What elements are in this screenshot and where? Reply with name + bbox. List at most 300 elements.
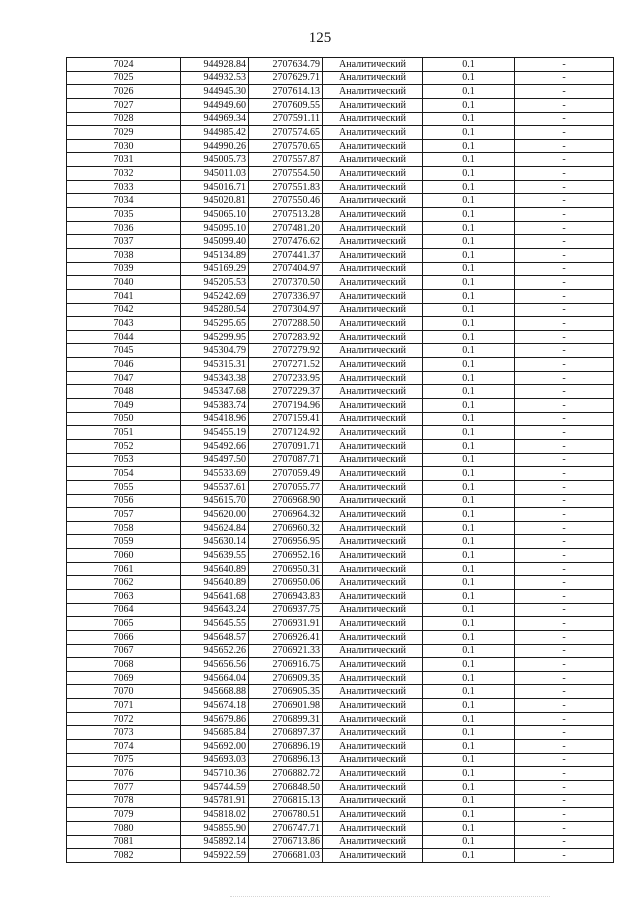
- accuracy-cell: 0.1: [423, 753, 515, 767]
- y-coordinate-cell: 2707476.62: [249, 235, 323, 249]
- accuracy-cell: 0.1: [423, 262, 515, 276]
- table-row: [67, 371, 614, 385]
- point-number-cell: 7066: [67, 630, 181, 644]
- y-coordinate-cell: 2706815.13: [249, 794, 323, 808]
- y-coordinate-cell: 2707194.96: [249, 399, 323, 413]
- method-cell: Аналитический: [323, 821, 423, 835]
- y-coordinate-cell: 2707591.11: [249, 112, 323, 126]
- x-coordinate-cell: 945664.04: [181, 671, 249, 685]
- table-row: [67, 112, 614, 126]
- x-coordinate-cell: 945692.00: [181, 740, 249, 754]
- table-row: [67, 399, 614, 413]
- y-coordinate-cell: 2706931.91: [249, 617, 323, 631]
- y-coordinate-cell: 2707304.97: [249, 303, 323, 317]
- table-row: [67, 426, 614, 440]
- accuracy-cell: 0.1: [423, 671, 515, 685]
- method-cell: Аналитический: [323, 589, 423, 603]
- point-number-cell: 7065: [67, 617, 181, 631]
- accuracy-cell: 0.1: [423, 412, 515, 426]
- y-coordinate-cell: 2707557.87: [249, 153, 323, 167]
- x-coordinate-cell: 944932.53: [181, 71, 249, 85]
- point-number-cell: 7033: [67, 180, 181, 194]
- x-coordinate-cell: 945818.02: [181, 808, 249, 822]
- method-cell: Аналитический: [323, 630, 423, 644]
- accuracy-cell: 0.1: [423, 112, 515, 126]
- table-row: [67, 699, 614, 713]
- x-coordinate-cell: 945855.90: [181, 821, 249, 835]
- x-coordinate-cell: 945169.29: [181, 262, 249, 276]
- method-cell: Аналитический: [323, 153, 423, 167]
- accuracy-cell: 0.1: [423, 521, 515, 535]
- accuracy-cell: 0.1: [423, 712, 515, 726]
- x-coordinate-cell: 945693.03: [181, 753, 249, 767]
- accuracy-cell: 0.1: [423, 589, 515, 603]
- table-row: [67, 494, 614, 508]
- table-row: [67, 685, 614, 699]
- method-cell: Аналитический: [323, 399, 423, 413]
- table-row: [67, 98, 614, 112]
- point-number-cell: 7067: [67, 644, 181, 658]
- accuracy-cell: 0.1: [423, 780, 515, 794]
- method-cell: Аналитический: [323, 467, 423, 481]
- x-coordinate-cell: 944969.34: [181, 112, 249, 126]
- point-number-cell: 7050: [67, 412, 181, 426]
- method-cell: Аналитический: [323, 780, 423, 794]
- note-cell: -: [515, 494, 614, 508]
- y-coordinate-cell: 2706956.95: [249, 535, 323, 549]
- x-coordinate-cell: 945639.55: [181, 549, 249, 563]
- x-coordinate-cell: 945685.84: [181, 726, 249, 740]
- method-cell: Аналитический: [323, 699, 423, 713]
- note-cell: -: [515, 644, 614, 658]
- method-cell: Аналитический: [323, 317, 423, 331]
- x-coordinate-cell: 945652.26: [181, 644, 249, 658]
- accuracy-cell: 0.1: [423, 808, 515, 822]
- note-cell: -: [515, 235, 614, 249]
- y-coordinate-cell: 2706926.41: [249, 630, 323, 644]
- point-number-cell: 7054: [67, 467, 181, 481]
- accuracy-cell: 0.1: [423, 194, 515, 208]
- table-row: [67, 139, 614, 153]
- note-cell: -: [515, 835, 614, 849]
- table-row: [67, 480, 614, 494]
- table-row: [67, 671, 614, 685]
- note-cell: -: [515, 126, 614, 140]
- accuracy-cell: 0.1: [423, 58, 515, 72]
- table-row: [67, 630, 614, 644]
- table-row: [67, 71, 614, 85]
- table-row: [67, 58, 614, 72]
- point-number-cell: 7039: [67, 262, 181, 276]
- accuracy-cell: 0.1: [423, 399, 515, 413]
- table-row: [67, 508, 614, 522]
- x-coordinate-cell: 945620.00: [181, 508, 249, 522]
- accuracy-cell: 0.1: [423, 208, 515, 222]
- x-coordinate-cell: 945011.03: [181, 167, 249, 181]
- table-row: [67, 344, 614, 358]
- note-cell: -: [515, 385, 614, 399]
- note-cell: -: [515, 167, 614, 181]
- note-cell: -: [515, 671, 614, 685]
- note-cell: -: [515, 603, 614, 617]
- x-coordinate-cell: 945892.14: [181, 835, 249, 849]
- note-cell: -: [515, 630, 614, 644]
- x-coordinate-cell: 945710.36: [181, 767, 249, 781]
- accuracy-cell: 0.1: [423, 480, 515, 494]
- note-cell: -: [515, 821, 614, 835]
- note-cell: -: [515, 685, 614, 699]
- y-coordinate-cell: 2706899.31: [249, 712, 323, 726]
- note-cell: -: [515, 439, 614, 453]
- note-cell: -: [515, 849, 614, 863]
- note-cell: -: [515, 71, 614, 85]
- accuracy-cell: 0.1: [423, 317, 515, 331]
- x-coordinate-cell: 945624.84: [181, 521, 249, 535]
- x-coordinate-cell: 945640.89: [181, 562, 249, 576]
- method-cell: Аналитический: [323, 562, 423, 576]
- table-row: [67, 849, 614, 863]
- method-cell: Аналитический: [323, 344, 423, 358]
- point-number-cell: 7044: [67, 330, 181, 344]
- table-row: [67, 358, 614, 372]
- y-coordinate-cell: 2706747.71: [249, 821, 323, 835]
- accuracy-cell: 0.1: [423, 167, 515, 181]
- table-row: [67, 221, 614, 235]
- method-cell: Аналитический: [323, 549, 423, 563]
- table-row: [67, 289, 614, 303]
- point-number-cell: 7081: [67, 835, 181, 849]
- point-number-cell: 7070: [67, 685, 181, 699]
- accuracy-cell: 0.1: [423, 344, 515, 358]
- method-cell: Аналитический: [323, 139, 423, 153]
- method-cell: Аналитический: [323, 358, 423, 372]
- y-coordinate-cell: 2706937.75: [249, 603, 323, 617]
- table-row: [67, 658, 614, 672]
- y-coordinate-cell: 2706950.06: [249, 576, 323, 590]
- x-coordinate-cell: 945615.70: [181, 494, 249, 508]
- y-coordinate-cell: 2706916.75: [249, 658, 323, 672]
- table-row: [67, 753, 614, 767]
- method-cell: Аналитический: [323, 385, 423, 399]
- note-cell: -: [515, 98, 614, 112]
- y-coordinate-cell: 2706848.50: [249, 780, 323, 794]
- y-coordinate-cell: 2707059.49: [249, 467, 323, 481]
- note-cell: -: [515, 808, 614, 822]
- x-coordinate-cell: 945099.40: [181, 235, 249, 249]
- note-cell: -: [515, 262, 614, 276]
- method-cell: Аналитический: [323, 480, 423, 494]
- accuracy-cell: 0.1: [423, 767, 515, 781]
- x-coordinate-cell: 945922.59: [181, 849, 249, 863]
- point-number-cell: 7030: [67, 139, 181, 153]
- accuracy-cell: 0.1: [423, 371, 515, 385]
- method-cell: Аналитический: [323, 262, 423, 276]
- note-cell: -: [515, 780, 614, 794]
- note-cell: -: [515, 180, 614, 194]
- table-row: [67, 330, 614, 344]
- method-cell: Аналитический: [323, 767, 423, 781]
- x-coordinate-cell: 945095.10: [181, 221, 249, 235]
- y-coordinate-cell: 2707091.71: [249, 439, 323, 453]
- table-row: [67, 617, 614, 631]
- y-coordinate-cell: 2707159.41: [249, 412, 323, 426]
- point-number-cell: 7049: [67, 399, 181, 413]
- note-cell: -: [515, 521, 614, 535]
- point-number-cell: 7045: [67, 344, 181, 358]
- note-cell: -: [515, 712, 614, 726]
- method-cell: Аналитический: [323, 603, 423, 617]
- x-coordinate-cell: 945242.69: [181, 289, 249, 303]
- table-row: [67, 603, 614, 617]
- note-cell: -: [515, 549, 614, 563]
- accuracy-cell: 0.1: [423, 98, 515, 112]
- point-number-cell: 7031: [67, 153, 181, 167]
- table-row: [67, 821, 614, 835]
- accuracy-cell: 0.1: [423, 685, 515, 699]
- x-coordinate-cell: 945648.57: [181, 630, 249, 644]
- note-cell: -: [515, 740, 614, 754]
- point-number-cell: 7047: [67, 371, 181, 385]
- method-cell: Аналитический: [323, 126, 423, 140]
- table-row: [67, 167, 614, 181]
- method-cell: Аналитический: [323, 508, 423, 522]
- note-cell: -: [515, 344, 614, 358]
- y-coordinate-cell: 2706964.32: [249, 508, 323, 522]
- method-cell: Аналитический: [323, 794, 423, 808]
- method-cell: Аналитический: [323, 371, 423, 385]
- y-coordinate-cell: 2706905.35: [249, 685, 323, 699]
- accuracy-cell: 0.1: [423, 426, 515, 440]
- y-coordinate-cell: 2707336.97: [249, 289, 323, 303]
- y-coordinate-cell: 2707634.79: [249, 58, 323, 72]
- x-coordinate-cell: 945020.81: [181, 194, 249, 208]
- table-row: [67, 589, 614, 603]
- page-number: 125: [308, 30, 332, 46]
- accuracy-cell: 0.1: [423, 71, 515, 85]
- point-number-cell: 7082: [67, 849, 181, 863]
- note-cell: -: [515, 153, 614, 167]
- y-coordinate-cell: 2707229.37: [249, 385, 323, 399]
- accuracy-cell: 0.1: [423, 630, 515, 644]
- point-number-cell: 7069: [67, 671, 181, 685]
- point-number-cell: 7078: [67, 794, 181, 808]
- point-number-cell: 7025: [67, 71, 181, 85]
- table-row: [67, 85, 614, 99]
- table-row: [67, 835, 614, 849]
- table-row: [67, 276, 614, 290]
- x-coordinate-cell: 945065.10: [181, 208, 249, 222]
- y-coordinate-cell: 2706950.31: [249, 562, 323, 576]
- point-number-cell: 7051: [67, 426, 181, 440]
- method-cell: Аналитический: [323, 208, 423, 222]
- point-number-cell: 7068: [67, 658, 181, 672]
- method-cell: Аналитический: [323, 740, 423, 754]
- method-cell: Аналитический: [323, 644, 423, 658]
- accuracy-cell: 0.1: [423, 658, 515, 672]
- accuracy-cell: 0.1: [423, 221, 515, 235]
- accuracy-cell: 0.1: [423, 794, 515, 808]
- table-row: [67, 235, 614, 249]
- method-cell: Аналитический: [323, 85, 423, 99]
- point-number-cell: 7037: [67, 235, 181, 249]
- y-coordinate-cell: 2707370.50: [249, 276, 323, 290]
- point-number-cell: 7032: [67, 167, 181, 181]
- method-cell: Аналитический: [323, 194, 423, 208]
- point-number-cell: 7079: [67, 808, 181, 822]
- note-cell: -: [515, 467, 614, 481]
- point-number-cell: 7041: [67, 289, 181, 303]
- x-coordinate-cell: 945005.73: [181, 153, 249, 167]
- note-cell: -: [515, 426, 614, 440]
- note-cell: -: [515, 276, 614, 290]
- x-coordinate-cell: 945383.74: [181, 399, 249, 413]
- point-number-cell: 7076: [67, 767, 181, 781]
- note-cell: -: [515, 248, 614, 262]
- note-cell: -: [515, 617, 614, 631]
- x-coordinate-cell: 945744.59: [181, 780, 249, 794]
- note-cell: -: [515, 303, 614, 317]
- method-cell: Аналитический: [323, 671, 423, 685]
- method-cell: Аналитический: [323, 617, 423, 631]
- method-cell: Аналитический: [323, 426, 423, 440]
- note-cell: -: [515, 85, 614, 99]
- method-cell: Аналитический: [323, 753, 423, 767]
- accuracy-cell: 0.1: [423, 180, 515, 194]
- table-row: [67, 412, 614, 426]
- y-coordinate-cell: 2706897.37: [249, 726, 323, 740]
- accuracy-cell: 0.1: [423, 849, 515, 863]
- x-coordinate-cell: 944928.84: [181, 58, 249, 72]
- point-number-cell: 7075: [67, 753, 181, 767]
- method-cell: Аналитический: [323, 289, 423, 303]
- method-cell: Аналитический: [323, 439, 423, 453]
- y-coordinate-cell: 2706901.98: [249, 699, 323, 713]
- table-row: [67, 248, 614, 262]
- method-cell: Аналитический: [323, 330, 423, 344]
- point-number-cell: 7073: [67, 726, 181, 740]
- accuracy-cell: 0.1: [423, 549, 515, 563]
- method-cell: Аналитический: [323, 248, 423, 262]
- method-cell: Аналитический: [323, 412, 423, 426]
- y-coordinate-cell: 2706882.72: [249, 767, 323, 781]
- accuracy-cell: 0.1: [423, 508, 515, 522]
- y-coordinate-cell: 2707087.71: [249, 453, 323, 467]
- point-number-cell: 7027: [67, 98, 181, 112]
- x-coordinate-cell: 945679.86: [181, 712, 249, 726]
- method-cell: Аналитический: [323, 167, 423, 181]
- point-number-cell: 7040: [67, 276, 181, 290]
- coordinates-table: [66, 57, 614, 863]
- point-number-cell: 7028: [67, 112, 181, 126]
- x-coordinate-cell: 945781.91: [181, 794, 249, 808]
- point-number-cell: 7061: [67, 562, 181, 576]
- table-row: [67, 467, 614, 481]
- method-cell: Аналитический: [323, 658, 423, 672]
- point-number-cell: 7034: [67, 194, 181, 208]
- point-number-cell: 7080: [67, 821, 181, 835]
- accuracy-cell: 0.1: [423, 467, 515, 481]
- x-coordinate-cell: 945315.31: [181, 358, 249, 372]
- note-cell: -: [515, 112, 614, 126]
- accuracy-cell: 0.1: [423, 303, 515, 317]
- x-coordinate-cell: 945668.88: [181, 685, 249, 699]
- x-coordinate-cell: 945016.71: [181, 180, 249, 194]
- table-row: [67, 385, 614, 399]
- y-coordinate-cell: 2707124.92: [249, 426, 323, 440]
- note-cell: -: [515, 508, 614, 522]
- method-cell: Аналитический: [323, 685, 423, 699]
- table-row: [67, 794, 614, 808]
- note-cell: -: [515, 535, 614, 549]
- point-number-cell: 7071: [67, 699, 181, 713]
- x-coordinate-cell: 945497.50: [181, 453, 249, 467]
- point-number-cell: 7059: [67, 535, 181, 549]
- y-coordinate-cell: 2706896.13: [249, 753, 323, 767]
- y-coordinate-cell: 2707404.97: [249, 262, 323, 276]
- point-number-cell: 7057: [67, 508, 181, 522]
- accuracy-cell: 0.1: [423, 358, 515, 372]
- accuracy-cell: 0.1: [423, 453, 515, 467]
- accuracy-cell: 0.1: [423, 835, 515, 849]
- table-row: [67, 549, 614, 563]
- method-cell: Аналитический: [323, 235, 423, 249]
- method-cell: Аналитический: [323, 221, 423, 235]
- y-coordinate-cell: 2707055.77: [249, 480, 323, 494]
- note-cell: -: [515, 317, 614, 331]
- accuracy-cell: 0.1: [423, 439, 515, 453]
- x-coordinate-cell: 945295.65: [181, 317, 249, 331]
- x-coordinate-cell: 944949.60: [181, 98, 249, 112]
- table-row: [67, 740, 614, 754]
- note-cell: -: [515, 58, 614, 72]
- note-cell: -: [515, 562, 614, 576]
- table-row: [67, 726, 614, 740]
- table-row: [67, 453, 614, 467]
- note-cell: -: [515, 208, 614, 222]
- method-cell: Аналитический: [323, 71, 423, 85]
- note-cell: -: [515, 658, 614, 672]
- x-coordinate-cell: 945640.89: [181, 576, 249, 590]
- y-coordinate-cell: 2706943.83: [249, 589, 323, 603]
- x-coordinate-cell: 945347.68: [181, 385, 249, 399]
- point-number-cell: 7043: [67, 317, 181, 331]
- method-cell: Аналитический: [323, 808, 423, 822]
- accuracy-cell: 0.1: [423, 726, 515, 740]
- y-coordinate-cell: 2707554.50: [249, 167, 323, 181]
- table-row: [67, 262, 614, 276]
- accuracy-cell: 0.1: [423, 126, 515, 140]
- point-number-cell: 7072: [67, 712, 181, 726]
- y-coordinate-cell: 2706960.32: [249, 521, 323, 535]
- method-cell: Аналитический: [323, 112, 423, 126]
- point-number-cell: 7056: [67, 494, 181, 508]
- note-cell: -: [515, 453, 614, 467]
- table-row: [67, 208, 614, 222]
- note-cell: -: [515, 194, 614, 208]
- x-coordinate-cell: 945533.69: [181, 467, 249, 481]
- table-row: [67, 808, 614, 822]
- note-cell: -: [515, 330, 614, 344]
- accuracy-cell: 0.1: [423, 85, 515, 99]
- table-row: [67, 180, 614, 194]
- point-number-cell: 7042: [67, 303, 181, 317]
- x-coordinate-cell: 945643.24: [181, 603, 249, 617]
- point-number-cell: 7048: [67, 385, 181, 399]
- y-coordinate-cell: 2707288.50: [249, 317, 323, 331]
- note-cell: -: [515, 589, 614, 603]
- x-coordinate-cell: 945343.38: [181, 371, 249, 385]
- note-cell: -: [515, 358, 614, 372]
